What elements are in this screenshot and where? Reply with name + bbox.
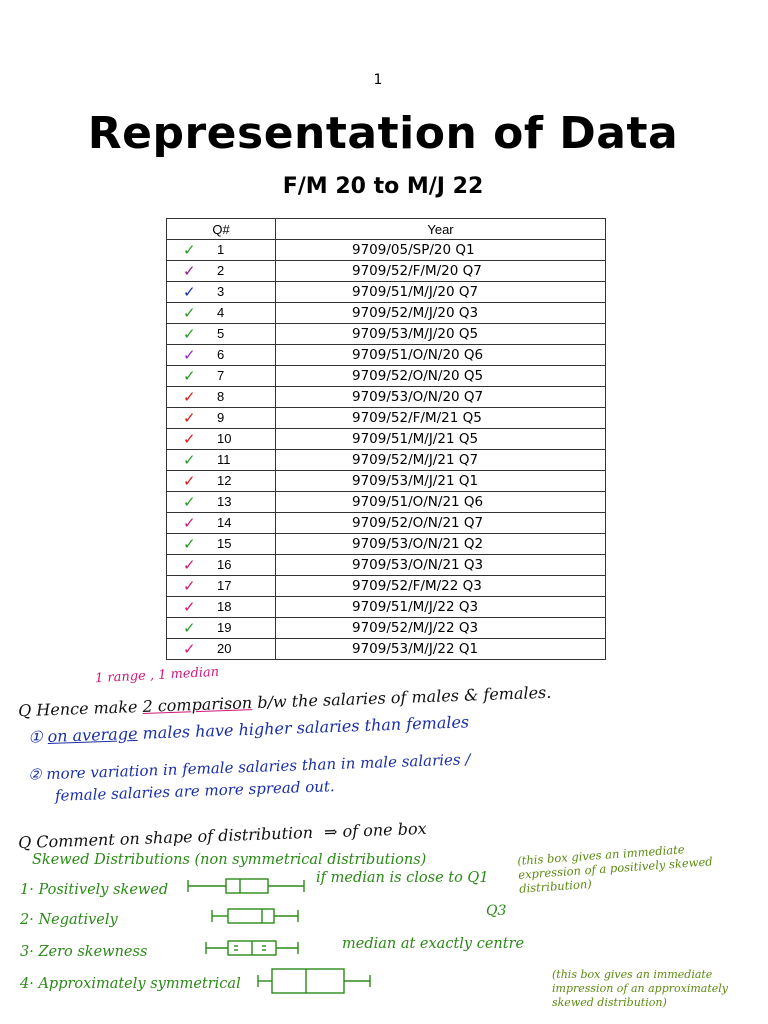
table-row [167,534,606,555]
question-number-cell [167,345,276,366]
question-number-cell [167,366,276,387]
boxplot-negative-skew [210,906,302,926]
question-number-cell [167,387,276,408]
item-3-note: median at exactly centre [342,936,525,952]
question-number: 5 [217,326,225,341]
question-number-cell [167,261,276,282]
arrow-icon: ⇒ [323,821,338,842]
question-number: 8 [217,389,225,404]
item-1-note: if median is close to Q1 [316,870,489,886]
table-row [167,492,606,513]
table-row [167,345,606,366]
question-number: 18 [217,599,232,614]
table-row [167,240,606,261]
table-row [167,597,606,618]
paper-reference: 9709/52/O/N/20 Q5 [276,366,606,387]
boxplot-zero-skew [204,938,302,958]
answer-1-rest: males have higher salaries than females [142,712,470,743]
check-mark-icon: ✓ [183,430,196,448]
question-number-cell [167,492,276,513]
note-range-median: 1 range , 1 median [94,664,220,687]
question-shape-suffix: of one box [342,818,427,841]
table-row [167,639,606,660]
table-row [167,555,606,576]
question-number: 3 [217,284,225,299]
paper-reference: 9709/51/O/N/20 Q6 [276,345,606,366]
table-row [167,513,606,534]
question-number: 15 [217,536,232,551]
question-number: 11 [217,452,231,467]
check-mark-icon: ✓ [183,640,196,658]
paper-reference: 9709/52/F/M/20 Q7 [276,261,606,282]
question-number-cell [167,534,276,555]
paper-reference: 9709/53/M/J/20 Q5 [276,324,606,345]
table-row [167,429,606,450]
question-number-cell [167,576,276,597]
check-mark-icon: ✓ [183,241,196,259]
question-number-cell [167,555,276,576]
question-number: 16 [217,557,232,572]
check-mark-icon: ✓ [183,388,196,406]
table-row [167,450,606,471]
question-number-cell [167,639,276,660]
paper-reference: 9709/52/F/M/22 Q3 [276,576,606,597]
check-mark-icon: ✓ [183,283,196,301]
paper-reference: 9709/52/F/M/21 Q5 [276,408,606,429]
question-number-cell [167,618,276,639]
paper-reference: 9709/53/M/J/22 Q1 [276,639,606,660]
paper-reference: 9709/51/M/J/21 Q5 [276,429,606,450]
question-number-cell [167,597,276,618]
column-header-q: Q# [167,219,276,240]
paper-reference: 9709/53/O/N/21 Q2 [276,534,606,555]
paper-reference: 9709/52/M/J/22 Q3 [276,618,606,639]
table-row [167,576,606,597]
question-compare [18,683,552,721]
boxplot-approx-symmetric [256,967,374,995]
paper-reference: 9709/53/M/J/21 Q1 [276,471,606,492]
table-row [167,324,606,345]
check-mark-icon: ✓ [183,262,196,280]
answer-2-line-2: female salaries are more spread out. [54,777,335,805]
question-number: 6 [217,347,225,362]
skewed-heading: Skewed Distributions (non symmetrical distributions) [32,852,427,868]
check-mark-icon: ✓ [183,577,196,595]
page-number: 1 [373,72,383,88]
question-number-cell [167,513,276,534]
check-mark-icon: ✓ [183,367,196,385]
table-row [167,261,606,282]
table-row [167,303,606,324]
question-number: 10 [217,431,232,446]
question-compare-underlined: 2 comparison [142,693,253,716]
table-header-row [167,219,606,240]
table-row [167,366,606,387]
item-2-label: 2· Negatively [20,912,118,928]
question-number: 14 [217,515,232,530]
check-mark-icon: ✓ [183,304,196,322]
answer-1-number: ① [27,727,43,747]
paper-reference: 9709/52/M/J/20 Q3 [276,303,606,324]
question-number-cell [167,303,276,324]
item-4-label: 4· Approximately symmetrical [20,976,241,992]
question-shape-prefix: Q Comment on shape of distribution [17,822,314,853]
question-number: 7 [217,368,225,383]
table-row [167,282,606,303]
check-mark-icon: ✓ [183,556,196,574]
table-body [167,240,606,660]
table-row [167,471,606,492]
paper-reference: 9709/51/O/N/21 Q6 [276,492,606,513]
check-mark-icon: ✓ [183,619,196,637]
question-number-cell [167,240,276,261]
question-number-cell [167,282,276,303]
paper-reference: 9709/51/M/J/20 Q7 [276,282,606,303]
answer-2-line-1: ② more variation in female salaries than in male salaries / [27,750,471,784]
question-compare-suffix: b/w the salaries of males & females. [256,682,552,712]
question-number-cell [167,471,276,492]
paper-reference: 9709/52/O/N/21 Q7 [276,513,606,534]
question-number-cell [167,324,276,345]
paper-reference: 9709/05/SP/20 Q1 [276,240,606,261]
table-row [167,408,606,429]
check-mark-icon: ✓ [183,493,196,511]
check-mark-icon: ✓ [183,325,196,343]
paper-reference: 9709/51/M/J/22 Q3 [276,597,606,618]
question-number: 13 [217,494,232,509]
table-row [167,618,606,639]
check-mark-icon: ✓ [183,535,196,553]
table-row [167,387,606,408]
paper-reference: 9709/53/O/N/21 Q3 [276,555,606,576]
question-number-cell [167,450,276,471]
questions-table [166,218,606,660]
paper-reference: 9709/53/O/N/20 Q7 [276,387,606,408]
check-mark-icon: ✓ [183,451,196,469]
question-shape [18,819,427,852]
check-mark-icon: ✓ [183,409,196,427]
question-number: 4 [217,305,225,320]
question-number: 2 [217,263,225,278]
page-subtitle: F/M 20 to M/J 22 [282,174,484,199]
question-number-cell [167,408,276,429]
item-2-note: Q3 [486,903,507,919]
question-compare-prefix: Q Hence make [17,697,138,721]
note-right-symmetric: (this box gives an immediate impression of an approximately skewed distribution) [552,968,728,1009]
answer-1-underlined: on average [47,723,138,747]
question-number: 17 [217,578,232,593]
question-number-cell [167,429,276,450]
check-mark-icon: ✓ [183,346,196,364]
page-title: Representation of Data [87,108,679,159]
question-number: 9 [217,410,225,425]
note-right-positive: (this box gives an immediate expression of a positively skewed distribution) [516,842,714,896]
column-header-year: Year [276,219,606,240]
question-number: 20 [217,641,232,656]
item-1-label: 1· Positively skewed [20,882,169,898]
check-mark-icon: ✓ [183,598,196,616]
check-mark-icon: ✓ [183,514,196,532]
question-number: 19 [217,620,232,635]
paper-reference: 9709/52/M/J/21 Q7 [276,450,606,471]
check-mark-icon: ✓ [183,472,196,490]
question-number: 12 [217,473,232,488]
question-number: 1 [217,242,225,257]
item-3-label: 3· Zero skewness [20,944,148,960]
boxplot-positive-skew [186,876,306,896]
